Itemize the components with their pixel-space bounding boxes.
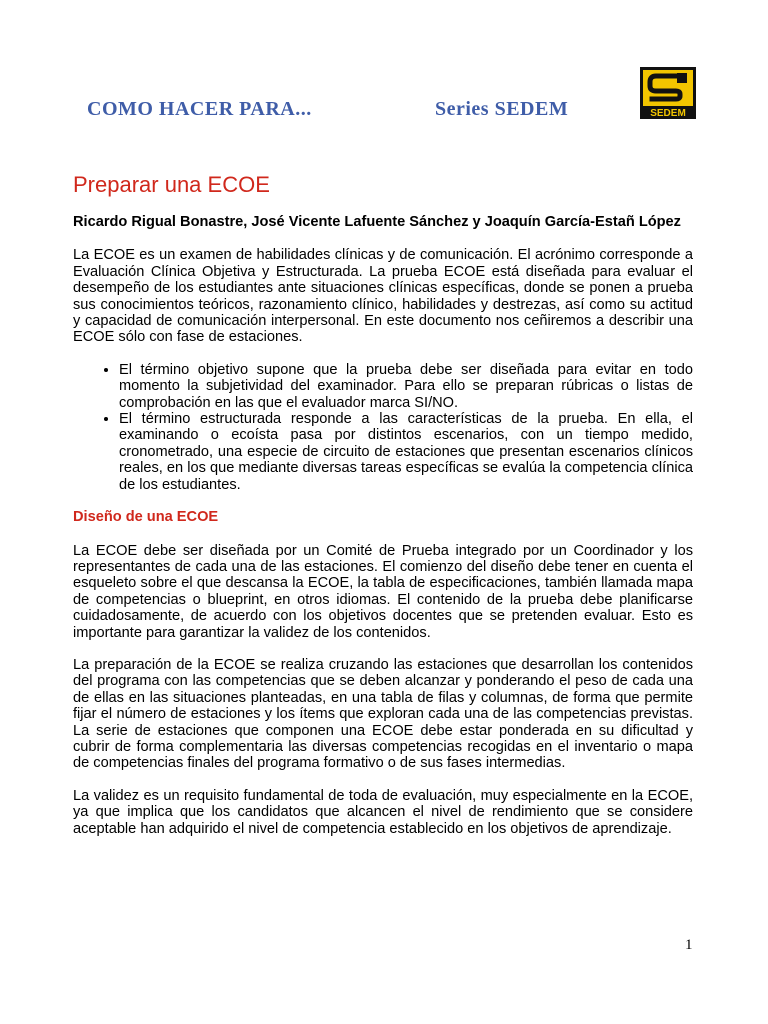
header-right-text: Series SEDEM (435, 98, 569, 120)
body-paragraph: La preparación de la ECOE se realiza cruzando las estaciones que desarrollan los contenidos del programa con las competencias que se deben alcanzar y ponderando el peso de cada una de ellas en las situaciones planteadas, en una tabla de filas y columnas, de forma que permite fijar el número de estaciones y los ítems que exploran cada una de las competencias previstas. La serie de estaciones que componen una ECOE debe estar ponderada en su dificultad y cubrir de forma complementaria las diversas competencias recogidas en el inventario o mapa de competencias finales del programa formativo o de sus fases intermedias. (73, 656, 693, 772)
sedem-logo (640, 67, 696, 119)
list-item: • El término objetivo supone que la prueba debe ser diseñada para evitar en todo momento la subjetividad del examinador. Para ello se preparan rúbricas o listas de comprobación en las que el evaluador marca SI/NO. (119, 362, 693, 411)
section-title: Diseño de una ECOE (73, 509, 219, 526)
intro-paragraph: La ECOE es un examen de habilidades clínicas y de comunicación. El acrónimo corresponde a Evaluación Clínica Objetiva y Estructurada. La prueba ECOE está diseñada para evaluar el desempeño de los estudiantes ante situaciones clínicas específicas, donde se ponen a prueba sus conocimientos teóricos, razonamiento clínico, habilidades y destrezas, así como su actitud y capacidad de comunicación interpersonal. En este documento nos ceñiremos a describir una ECOE sólo con fase de estaciones. (73, 247, 693, 346)
header-left-text: COMO HACER PARA... (87, 98, 312, 120)
page-number: 1 (685, 937, 693, 953)
authors-line: Ricardo Rigual Bonastre, José Vicente Lafuente Sánchez y Joaquín García-Estañ López (73, 214, 681, 230)
body-paragraph: La ECOE debe ser diseñada por un Comité de Prueba integrado por un Coordinador y los representantes de cada una de las estaciones. El comienzo del diseño debe tener en cuenta el esqueleto sobre el que descansa la ECOE, la tabla de especificaciones, también llamada mapa de competencias o blueprint, en otros idiomas. El contenido de la prueba debe planificarse cuidadosamente, de acuerdo con los objetivos docentes que se pretenden evaluar. Esto es importante para garantizar la validez de los contenidos. (73, 542, 693, 641)
sedem-s-logo-icon (640, 67, 696, 119)
list-item: • El término estructurada responde a las características de la prueba. En ella, el examinando o ecoísta pasa por distintos escenarios, con un tiempo medido, cronometrado, una especie de circuito de estaciones que presentan escenarios clínicos reales, en los que mediante diversas tareas específicas se evalúa la competencia clínica de los estudiantes. (119, 411, 693, 493)
logo-text: SEDEM (650, 108, 686, 119)
document-title: Preparar una ECOE (73, 172, 270, 197)
bullet-list (73, 362, 693, 493)
series-header (87, 98, 627, 128)
document-body (73, 214, 693, 853)
body-paragraph: La validez es un requisito fundamental de toda de evaluación, muy especialmente en la ECOE, ya que implica que los candidatos que alcancen el nivel de rendimiento que se considere aceptable han adquirido el nivel de competencia establecido en los objetivos de aprendizaje. (73, 787, 693, 837)
